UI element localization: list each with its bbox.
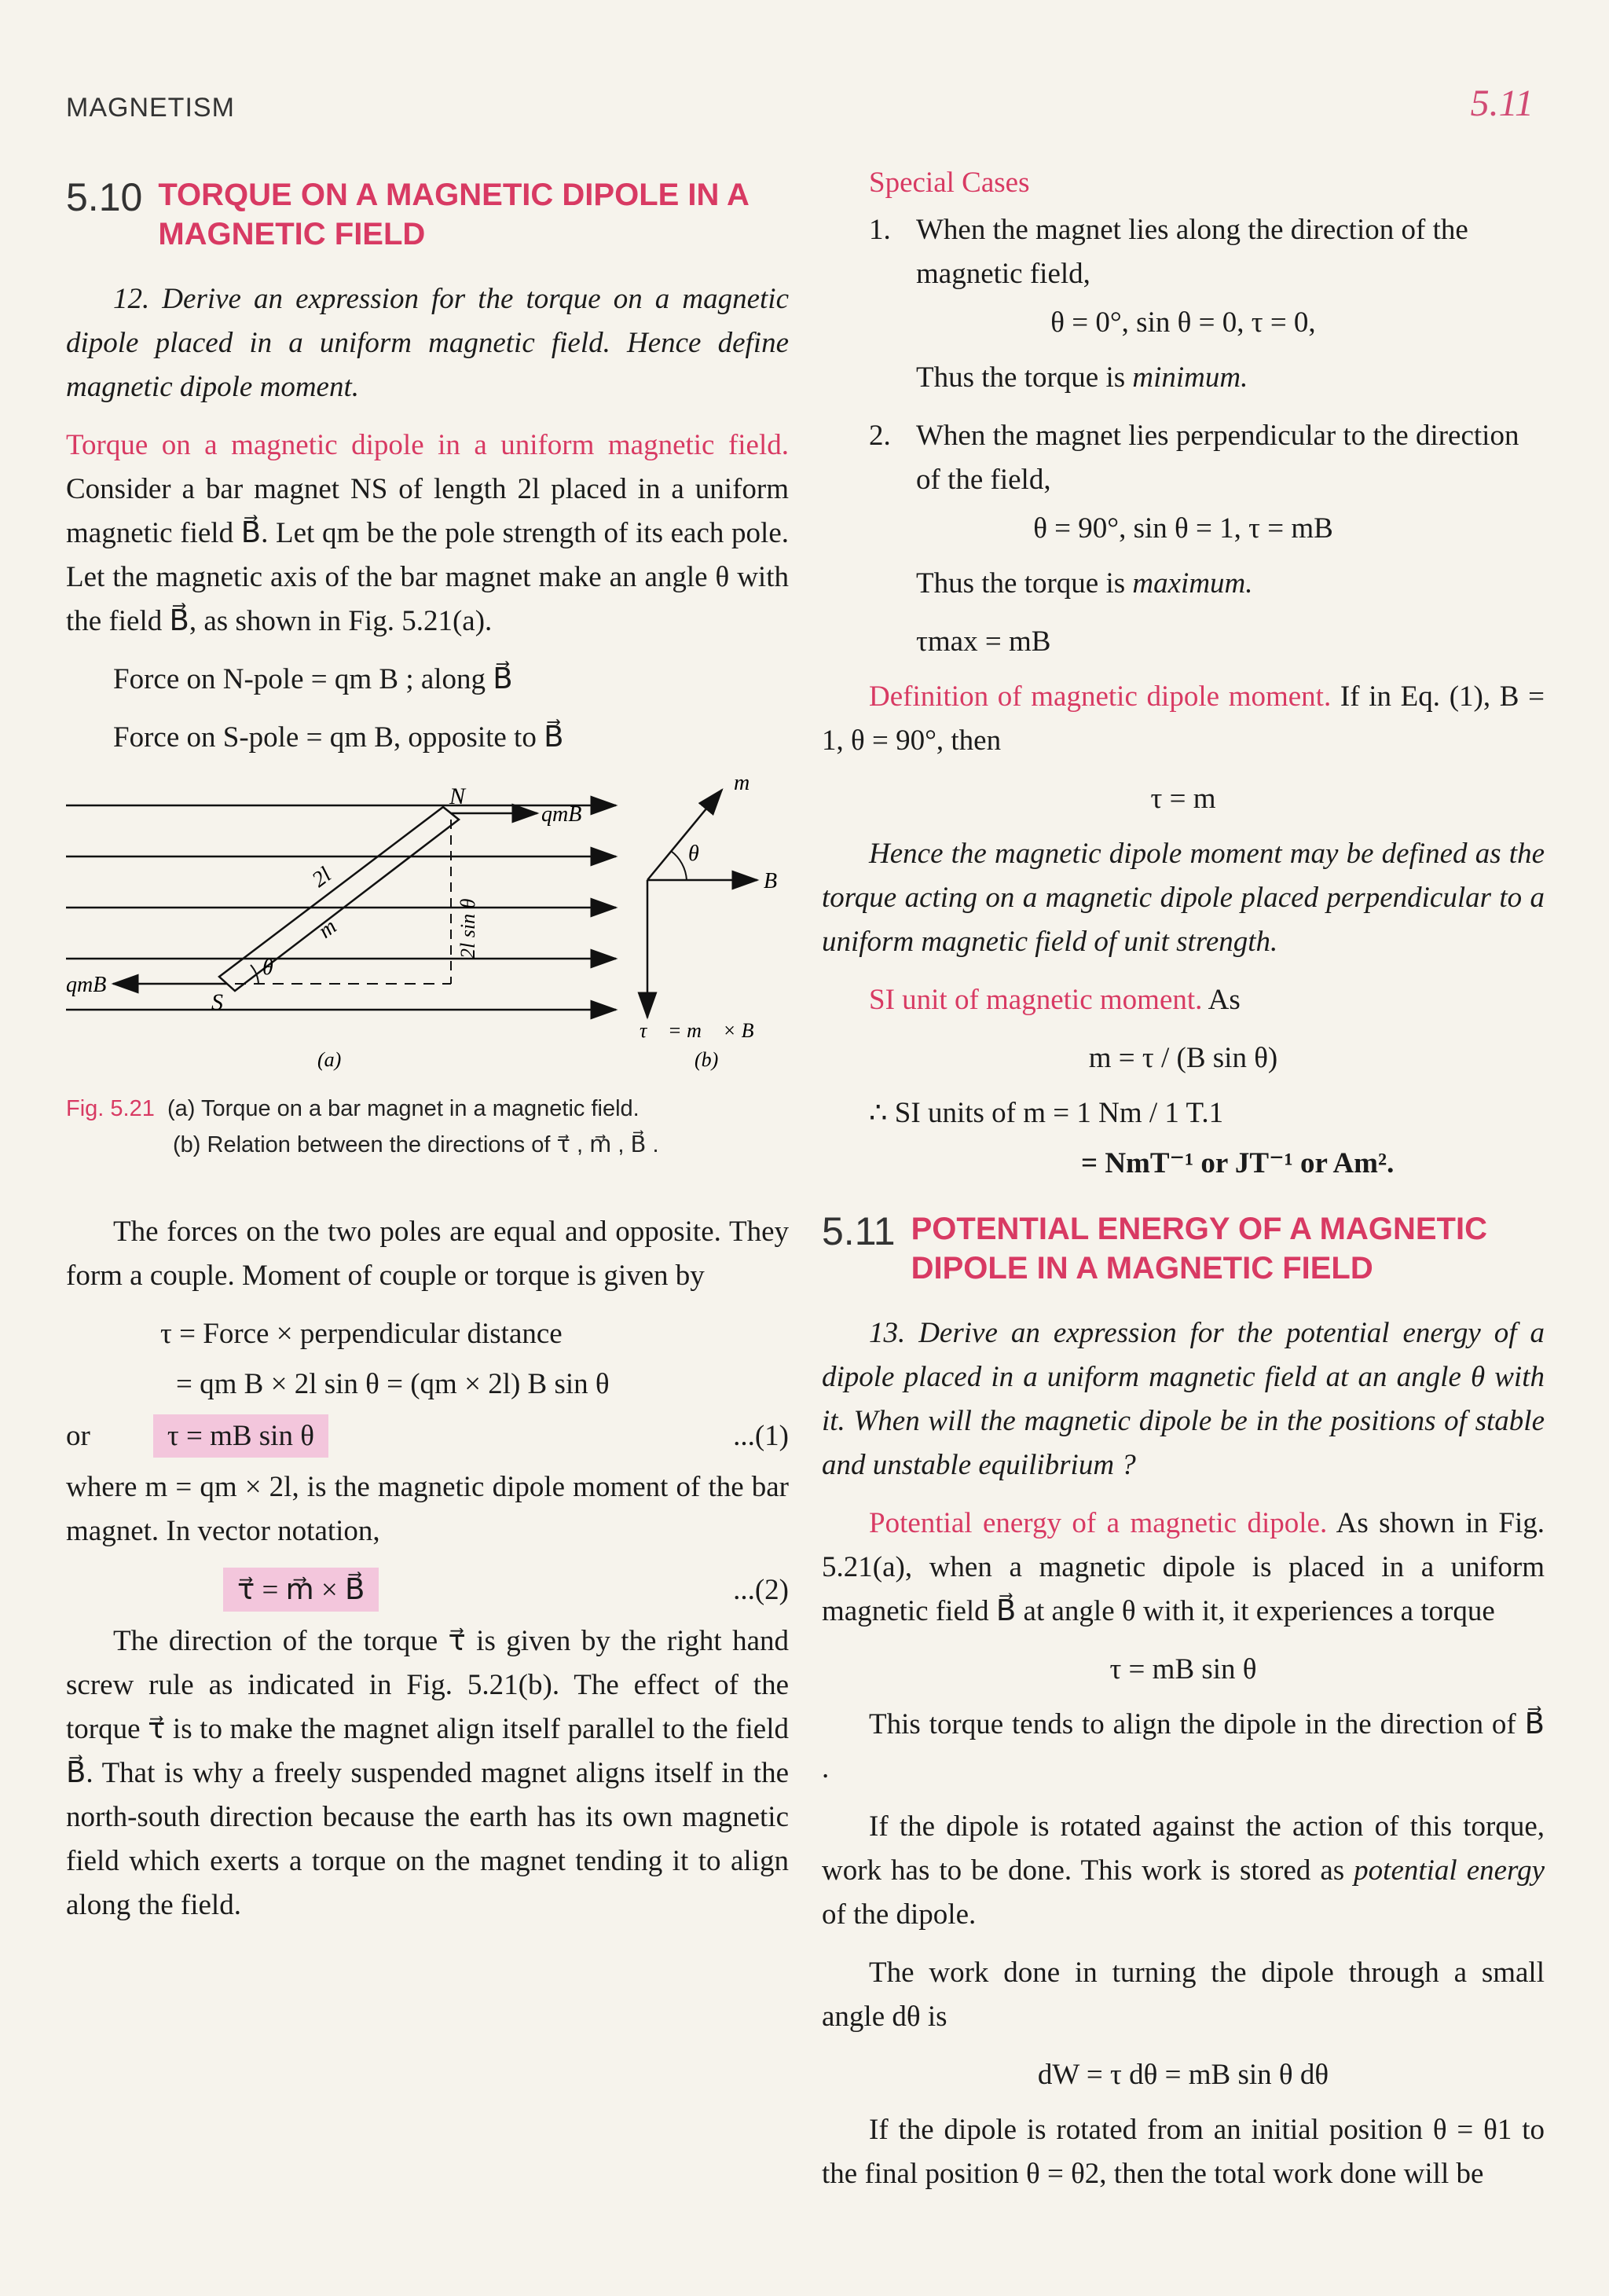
equation-torque-def: τ = Force × perpendicular distance <box>160 1318 563 1350</box>
list-item: 2. When the magnet lies perpendicular to the direction of the field, <box>869 420 1519 496</box>
si-unit-paragraph: SI unit of magnetic moment. As <box>869 984 1241 1016</box>
label-m-b: m <box>734 774 750 795</box>
potential-energy-paragraph: Potential energy of a magnetic dipole. As shown in Fig. 5.21(a), when a magnetic dipole is placed in a uniform magnetic field B⃗ at angle θ with it, it experiences a torque <box>822 1507 1545 1627</box>
question-12: 12. Derive an expression for the torque on a magnetic dipole placed in a uniform magnetic field. Hence define magnetic dipole moment. <box>66 283 789 403</box>
small-angle-paragraph: The work done in turning the dipole through a small angle dθ is <box>822 1957 1545 2033</box>
angle-arc-b <box>671 851 687 880</box>
direction-paragraph: The direction of the torque τ⃗ is given by the right hand screw rule as indicated in Fig. 5.21(b). The effect of the torque τ⃗ is to make the magnet align itself parallel to the field B⃗. That is why a freely suspended magnet aligns itself in the north-south direction because the earth has its own magnetic field which exerts a torque on the magnet tending it to align along the field. <box>66 1625 789 1921</box>
torque-intro-text: Consider a bar magnet NS of length 2l placed in a uniform magnetic field B⃗. Let qm be the pole strength of its each pole. Let the magnetic axis of the bar magnet make an angle θ with the field B⃗, as shown in Fig. 5.21(a). <box>66 473 789 637</box>
field-lines <box>66 805 616 1010</box>
torque-paragraph <box>66 424 789 644</box>
si-equation-1: m = τ / (B sin θ) <box>1088 1042 1278 1074</box>
section-heading-5-10 <box>66 175 789 254</box>
label-B: B <box>764 869 778 893</box>
dw-equation: dW = τ dθ = mB sin θ dθ <box>1037 2059 1329 2091</box>
equation-or: or <box>66 1420 90 1452</box>
definition-paragraph: Definition of magnetic dipole moment. If in Eq. (1), B = 1, θ = 90°, then <box>822 680 1545 757</box>
equation-2: τ⃗ = m⃗ × B⃗ <box>223 1568 379 1612</box>
caption-a: (a) <box>317 1048 342 1071</box>
special-cases-list <box>822 208 1545 664</box>
label-qmB-n: qmB <box>541 802 582 827</box>
label-tau-eq: τ⃗ = m⃗ × B⃗ <box>640 1019 770 1042</box>
definition-statement: Hence the magnetic dipole moment may be defined as the torque acting on a magnetic dipole placed perpendicular to a uniform magnetic field of unit strength. <box>822 838 1545 958</box>
section-number: 5.10 <box>66 175 143 219</box>
case1-result: Thus the torque is minimum. <box>916 361 1248 394</box>
label-S: S <box>211 989 223 1015</box>
equation-1-row <box>66 1414 789 1458</box>
right-column <box>822 161 1545 2210</box>
label-qmB-s: qmB <box>66 973 107 997</box>
running-header-section: MAGNETISM <box>66 93 235 123</box>
si-equation-2: ∴ SI units of m = 1 Nm / 1 T.1 <box>869 1097 1224 1129</box>
total-work-paragraph: If the dipole is rotated from an initial position θ = θ1 to the final position θ = θ2, then the total work done will be <box>822 2114 1545 2190</box>
dipole-moment-paragraph: where m = qm × 2l, is the magnetic dipole moment of the bar magnet. In vector notation, <box>66 1471 789 1547</box>
case1-equation: θ = 0°, sin θ = 0, τ = 0, <box>1050 306 1316 339</box>
caption-b: (b) <box>695 1048 719 1071</box>
si-unit-heading: SI unit of magnetic moment. <box>869 984 1203 1016</box>
figure-caption-a: (a) Torque on a bar magnet in a magnetic field. <box>167 1096 640 1121</box>
special-cases-heading: Special Cases <box>869 167 1030 199</box>
potential-energy-heading: Potential energy of a magnetic dipole. <box>869 1507 1328 1539</box>
subheading-torque: Torque on a magnetic dipole in a uniform magnetic field. <box>66 429 789 461</box>
case2-result: Thus the torque is maximum. <box>916 567 1253 600</box>
tau-max-equation: τmax = mB <box>916 625 1051 658</box>
si-equation-3: = NmT⁻¹ or JT⁻¹ or Am². <box>1081 1147 1395 1179</box>
equation-2-row <box>66 1568 789 1612</box>
equation-2-number: ...(2) <box>733 1573 789 1606</box>
figure-caption-label: Fig. 5.21 <box>66 1096 155 1121</box>
section-number: 5.11 <box>822 1209 896 1253</box>
section-title: TORQUE ON A MAGNETIC DIPOLE IN A MAGNETIC FIELD <box>158 178 749 251</box>
question-13: 13. Derive an expression for the potential energy of a dipole placed in a uniform magnetic field at an angle θ with it. When will the magnetic dipole be in the positions of stable and unstable equilibrium ? <box>822 1317 1545 1481</box>
left-column <box>66 161 789 1942</box>
label-theta-a: θ <box>262 955 273 980</box>
work-paragraph: If the dipole is rotated against the action of this torque, work has to be done. This work is stored as potential energy of the dipole. <box>822 1810 1545 1931</box>
equation-1: τ = mB sin θ <box>153 1414 328 1458</box>
figure-caption-b: (b) Relation between the directions of τ⃗ , m⃗ , B⃗ . <box>173 1132 659 1157</box>
figure-caption <box>66 1091 789 1163</box>
figure-b-vectors <box>647 790 757 1018</box>
section-title: POTENTIAL ENERGY OF A MAGNETIC DIPOLE IN A MAGNETIC FIELD <box>911 1212 1487 1286</box>
label-m-axis: m <box>313 914 342 944</box>
section-heading-5-11 <box>822 1209 1545 1288</box>
pe-torque-equation: τ = mB sin θ <box>1109 1653 1257 1685</box>
definition-heading: Definition of magnetic dipole moment. <box>869 680 1332 713</box>
forces-paragraph: The forces on the two poles are equal and opposite. They form a couple. Moment of couple or torque is given by <box>66 1216 789 1292</box>
force-s-pole: Force on S-pole = qm B, opposite to B⃗ <box>113 721 564 754</box>
equation-torque-expand: = qm B × 2l sin θ = (qm × 2l) B sin θ <box>176 1368 610 1400</box>
label-2l-sin-theta: 2l sin θ <box>456 898 479 959</box>
case2-equation: θ = 90°, sin θ = 1, τ = mB <box>1033 512 1333 545</box>
align-paragraph: This torque tends to align the dipole in the direction of B⃗ . <box>822 1708 1545 1784</box>
definition-equation: τ = m <box>1150 783 1216 815</box>
list-item: 1. When the magnet lies along the direction of the magnetic field, <box>869 214 1468 290</box>
label-2l: 2l <box>307 862 336 893</box>
label-N: N <box>449 783 466 809</box>
label-theta-b: θ <box>688 842 699 866</box>
force-n-pole: Force on N-pole = qm B ; along B⃗ <box>113 663 513 695</box>
page-number: 5.11 <box>1470 83 1534 124</box>
figure-5-21 <box>66 774 789 1073</box>
bar-magnet <box>219 807 459 991</box>
equation-1-number: ...(1) <box>733 1420 789 1452</box>
